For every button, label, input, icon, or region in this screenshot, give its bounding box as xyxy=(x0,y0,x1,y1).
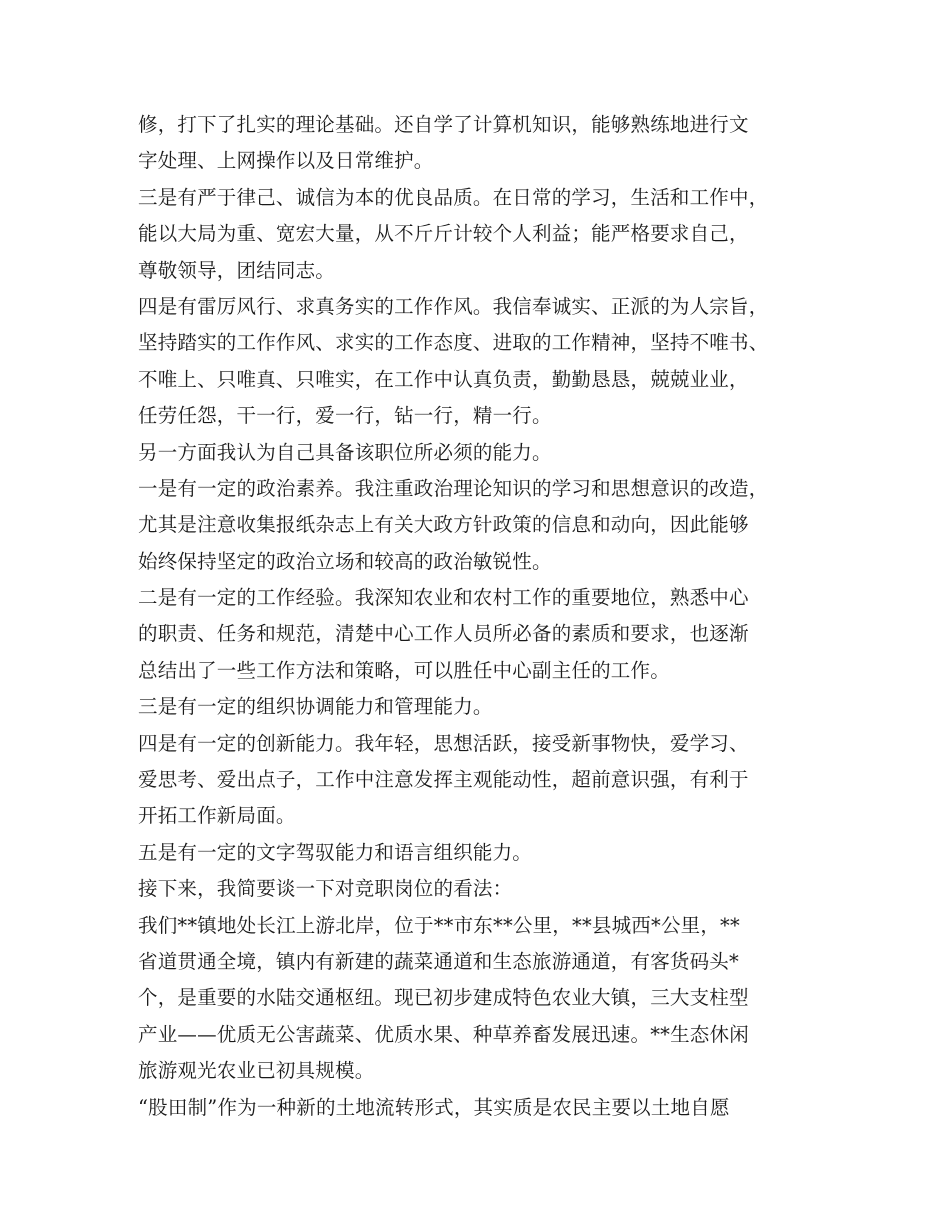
text-line: 五是有一定的文字驾驭能力和语言组织能力。 xyxy=(138,840,533,864)
text-line: 接下来，我简要谈一下对竞职岗位的看法： xyxy=(138,877,513,901)
text-line: 个，是重要的水陆交通枢纽。现已初步建成特色农业大镇，三大支柱型 xyxy=(138,986,749,1010)
text-line: 三是有严于律己、诚信为本的优良品质。在日常的学习，生活和工作中， xyxy=(138,185,769,209)
text-line: 产业——优质无公害蔬菜、优质水果、种草养畜发展迅速。**生态休闲 xyxy=(138,1022,749,1046)
text-line: 一是有一定的政治素养。我注重政治理论知识的学习和思想意识的改造， xyxy=(138,476,769,500)
text-line: 省道贯通全境，镇内有新建的蔬菜通道和生态旅游通道，有客货码头* xyxy=(138,949,739,973)
text-line: 尊敬领导，团结同志。 xyxy=(138,258,336,282)
text-line: 始终保持坚定的政治立场和较高的政治敏锐性。 xyxy=(138,549,552,573)
text-line: 不唯上、只唯真、只唯实，在工作中认真负责，勤勤恳恳，兢兢业业， xyxy=(138,367,749,391)
text-line: 修，打下了扎实的理论基础。还自学了计算机知识，能够熟练地进行文 xyxy=(138,113,749,136)
text-line: 四是有一定的创新能力。我年轻，思想活跃，接受新事物快，爱学习、 xyxy=(138,731,749,755)
text-line: 另一方面我认为自己具备该职位所必须的能力。 xyxy=(138,440,552,464)
text-line: “股田制”作为一种新的土地流转形式，其实质是农民主要以土地自愿 xyxy=(138,1095,730,1119)
text-line: 尤其是注意收集报纸杂志上有关大政方针政策的信息和动向，因此能够 xyxy=(138,513,749,537)
text-line: 四是有雷厉风行、求真务实的工作作风。我信奉诚实、正派的为人宗旨， xyxy=(138,294,769,318)
text-line: 的职责、任务和规范，清楚中心工作人员所必备的素质和要求，也逐渐 xyxy=(138,622,749,646)
text-line: 我们**镇地处长江上游北岸，位于**市东**公里，**县城西*公里，** xyxy=(138,913,740,937)
text-line: 旅游观光农业已初具规模。 xyxy=(138,1059,375,1083)
text-line: 二是有一定的工作经验。我深知农业和农村工作的重要地位，熟悉中心 xyxy=(138,586,749,610)
text-line: 坚持踏实的工作作风、求实的工作态度、进取的工作精神，坚持不唯书、 xyxy=(138,331,769,355)
text-line: 任劳任怨，干一行，爱一行，钻一行，精一行。 xyxy=(138,404,552,428)
text-line: 字处理、上网操作以及日常维护。 xyxy=(138,149,434,173)
body-text xyxy=(138,107,828,1126)
text-line: 能以大局为重、宽宏大量，从不斤斤计较个人利益；能严格要求自己， xyxy=(138,222,749,246)
text-line: 爱思考、爱出点子，工作中注意发挥主观能动性，超前意识强，有利于 xyxy=(138,768,749,792)
text-line: 总结出了一些工作方法和策略，可以胜任中心副主任的工作。 xyxy=(138,658,670,682)
text-line: 三是有一定的组织协调能力和管理能力。 xyxy=(138,695,493,719)
text-line: 开拓工作新局面。 xyxy=(138,804,296,828)
